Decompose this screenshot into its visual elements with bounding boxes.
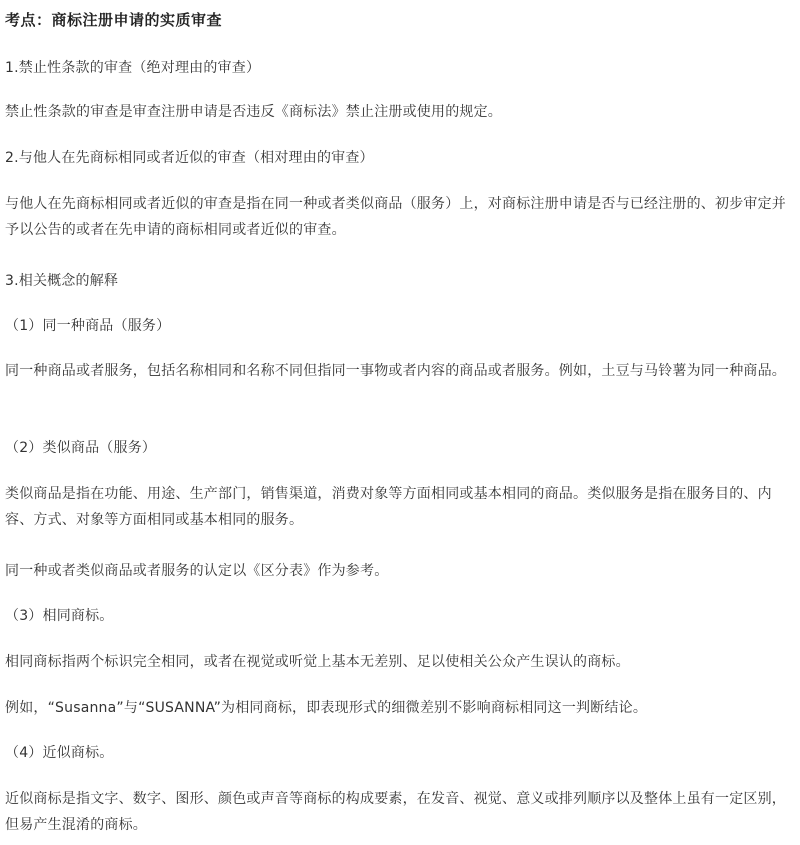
paragraph: 近似商标是指文字、数字、图形、颜色或声音等商标的构成要素，在发音、视觉、意义或排列顺序以及整体上虽有一定区别，但易产生混淆的商标。 <box>5 791 786 833</box>
paragraph: 相同商标指两个标识完全相同，或者在视觉或听觉上基本无差别、足以使相关公众产生误认的商标。 <box>5 654 630 670</box>
paragraph-heading-2: 2.与他人在先商标相同或者近似的审查（相对理由的审查） <box>5 150 374 166</box>
paragraph: 例如，“Susanna”与“SUSANNA”为相同商标，即表现形式的细微差别不影响商标相同这一判断结论。 <box>5 700 648 716</box>
paragraph-subheading: （4）近似商标。 <box>5 745 114 761</box>
document-title: 考点：商标注册申请的实质审查 <box>5 11 223 29</box>
paragraph: 同一种或者类似商品或者服务的认定以《区分表》作为参考。 <box>5 563 389 579</box>
paragraph: 禁止性条款的审查是审查注册申请是否违反《商标法》禁止注册或使用的规定。 <box>5 104 502 120</box>
paragraph: 同一种商品或者服务，包括名称相同和名称不同但指同一事物或者内容的商品或者服务。例如，土豆与马铃薯为同一种商品。 <box>5 363 786 379</box>
paragraph-subheading: （1）同一种商品（服务） <box>5 318 171 334</box>
paragraph: 类似商品是指在功能、用途、生产部门，销售渠道，消费对象等方面相同或基本相同的商品。类似服务是指在服务目的、内容、方式、对象等方面相同或基本相同的服务。 <box>5 486 772 528</box>
paragraph-subheading: （2）类似商品（服务） <box>5 440 157 456</box>
paragraph: 与他人在先商标相同或者近似的审查是指在同一种或者类似商品（服务）上，对商标注册申请是否与已经注册的、初步审定并予以公告的或者在先申请的商标相同或者近似的审查。 <box>5 196 786 238</box>
paragraph-heading-1: 1.禁止性条款的审查（绝对理由的审查） <box>5 60 261 76</box>
paragraph-heading-3: 3.相关概念的解释 <box>5 273 119 289</box>
paragraph-subheading: （3）相同商标。 <box>5 608 114 624</box>
